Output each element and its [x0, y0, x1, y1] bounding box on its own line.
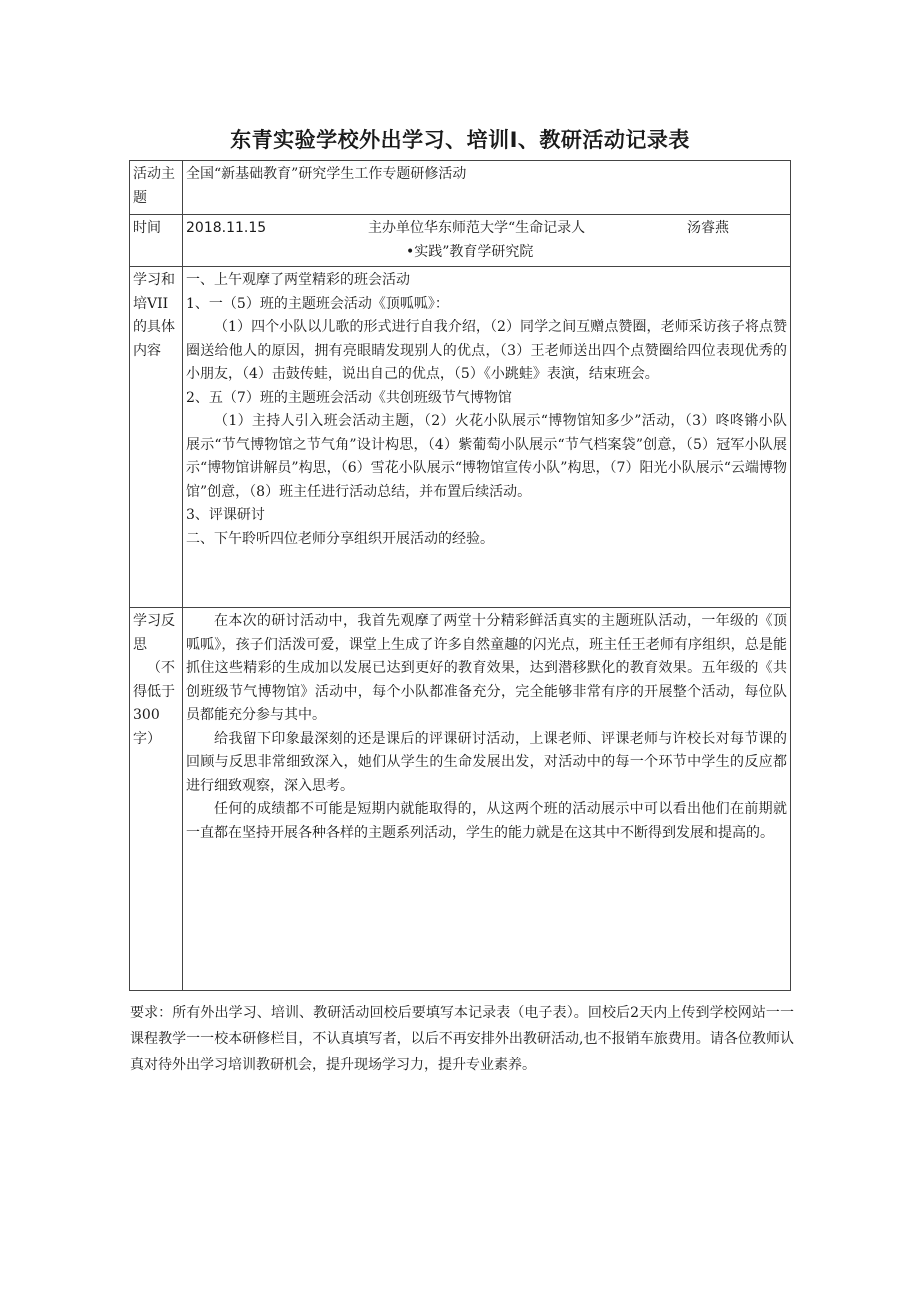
reflection-label	[130, 608, 183, 991]
content-label: 学习和培VII的具体内容	[130, 267, 183, 608]
content-line-3: （1）四个小队以儿歌的形式进行自我介绍，（2）同学之间互赠点赞圈，老师采访孩子将点赞圈送给他人的原因，拥有亮眼睛发现别人的优点，（3）王老师送出四个点赞圈给四位表现优秀的小朋友，（4）击鼓传蛙，说出自己的优点，（5）《小跳蛙》表演，结束班会。	[186, 319, 787, 382]
time-label: 时间	[130, 215, 183, 267]
reflection-paragraph-3: 任何的成绩都不可能是短期内就能取得的，从这两个班的活动展示中可以看出他们在前期就一直都在坚持开展各种各样的主题系列活动，学生的能力就是在这其中不断得到发展和提高的。	[186, 801, 787, 841]
time-row	[130, 215, 791, 267]
time-value	[183, 215, 791, 267]
content-line-1: 一、上午观摩了两堂精彩的班会活动	[186, 272, 410, 288]
organizer-continued: •实践”教育学研究院	[406, 243, 534, 260]
person-text: 汤睿燕	[687, 220, 729, 236]
page-title: 东青实验学校外出学习、培训Ⅰ、教研活动记录表	[230, 128, 690, 152]
time-line	[186, 217, 787, 241]
date-text: 2018.11.15	[186, 220, 267, 236]
topic-label: 活动主题	[130, 161, 183, 215]
content-row	[130, 267, 791, 608]
reflection-label-note: （不得低于300字）	[133, 660, 175, 747]
reflection-row	[130, 608, 791, 991]
reflection-body	[183, 608, 791, 991]
content-line-2: 1、一（5）班的主题班会活动《顶呱呱》：	[186, 295, 449, 312]
requirement-note: 要求：所有外出学习、培训、教研活动回校后要填写本记录表（电子表）。回校后2天内上传到学校网站一一课程教学一一校本研修栏目，不认真填写者，以后不再安排外出教研活动,也不报销车旅费用。请各位教师认真对待外出学习培训教研机会，提升现场学习力，提升专业素养。	[130, 1005, 794, 1073]
content-line-5: （1）主持人引入班会活动主题，（2）火花小队展示“博物馆知多少”活动，（3）咚咚锵小队展示“节气博物馆之节气角”设计构思，（4）紫葡萄小队展示“节气档案袋”创意，（5）冠军小队展示“博物馆讲解员”构思，（6）雪花小队展示“博物馆宣传小队”构思，（7）阳光小队展示“云端博物馆”创意，（8）班主任进行活动总结，并布置后续活动。	[186, 413, 787, 500]
content-line-6: 3、评课研讨	[186, 507, 265, 523]
organizer-text: 主办单位华东师范大学“生命记录人	[368, 220, 586, 236]
reflection-label-main: 学习反思	[133, 613, 175, 653]
content-line-4: 2、五（7）班的主题班会活动《共创班级节气博物馆	[186, 389, 512, 406]
reflection-paragraph-2: 给我留下印象最深刻的还是课后的评课研讨活动，上课老师、评课老师与许校长对每节课的回顾与反思非常细致深入，她们从学生的生命发展出发，对活动中的每一个环节中学生的反应都进行细致观察，深入思考。	[186, 730, 787, 794]
topic-value: 全国“新基础教育”研究学生工作专题研修活动	[183, 161, 791, 215]
topic-row	[130, 161, 791, 215]
record-table	[129, 160, 791, 991]
content-line-7: 二、下午聆听四位老师分享组织开展活动的经验。	[186, 530, 494, 547]
content-body	[183, 267, 791, 608]
reflection-paragraph-1: 在本次的研讨活动中，我首先观摩了两堂十分精彩鲜活真实的主题班队活动，一年级的《顶呱呱》，孩子们活泼可爱，课堂上生成了许多自然童趣的闪光点，班主任王老师有序组织，总是能抓住这些精彩的生成加以发展已达到更好的教育效果，达到潜移默化的教育效果。五年级的《共创班级节气博物馆》活动中，每个小队都准备充分，完全能够非常有序的开展整个活动，每位队员都能充分参与其中。	[186, 613, 787, 723]
